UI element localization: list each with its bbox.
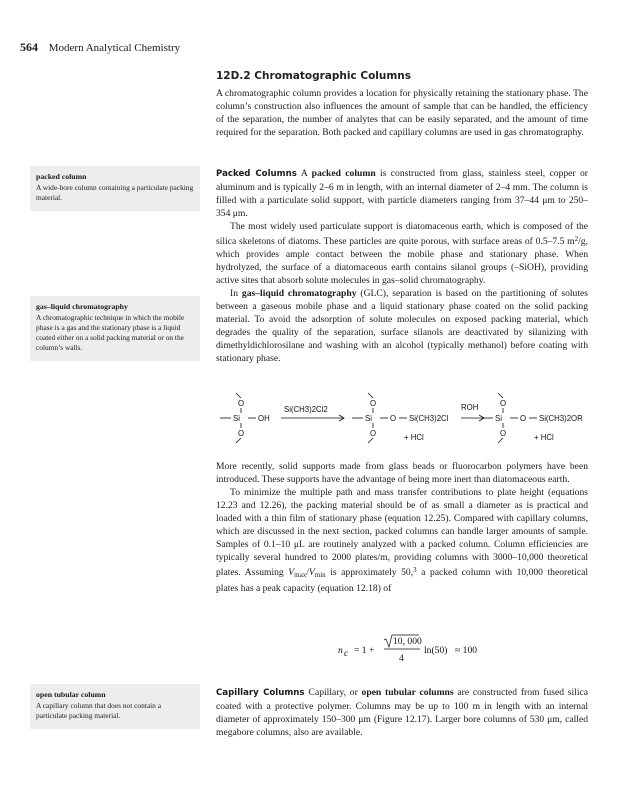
packed-p2-a: The most widely used particulate support is diatomaceous earth, which is composed of the silica skeletons of diatoms. These particles are quite porous, with surface areas of 0.5–7.5 m bbox=[216, 221, 588, 247]
unit3-o-top: O bbox=[500, 399, 507, 408]
peak-capacity-equation bbox=[338, 634, 498, 666]
packed-paragraph-3 bbox=[216, 287, 588, 365]
packed-p5-c: a packed column with 10,000 theoretical plates has a peak capacity (equation 12.18) of bbox=[216, 567, 589, 594]
capillary-paragraph-1 bbox=[216, 686, 588, 739]
eq-denominator: 4 bbox=[399, 653, 404, 664]
packed-p5-b: is approximately 50, bbox=[325, 567, 414, 578]
capillary-columns-block bbox=[216, 686, 588, 739]
unit2-o-top: O bbox=[370, 399, 377, 408]
packed-paragraph-1 bbox=[216, 167, 588, 220]
capillary-p1-b: are constructed from fused silica coated with a protective polymer. Columns may be up to 100 m in length with an internal diameter of approximately 150–300 μm (Figure 12.17). Larger bore columns of 530 μm, called megabore columns, also are available. bbox=[216, 687, 589, 738]
eq-log-term: ln(50) bbox=[424, 645, 448, 656]
silanization-reaction bbox=[216, 388, 596, 448]
open-tubular-term: open tubular columns bbox=[361, 687, 454, 698]
packed-columns-block bbox=[216, 167, 588, 365]
capillary-runin-heading: Capillary Columns bbox=[216, 688, 305, 698]
vmin-subscript: min bbox=[314, 571, 326, 579]
glossary-definition: A chromatographic technique in which the mobile phase is a gas and the stationary phase is a liquid coated either on a solid packing material or on the column’s walls. bbox=[36, 313, 185, 352]
product2-group: Si(CH3)2OR bbox=[539, 414, 583, 423]
unit1-si: Si bbox=[233, 414, 240, 423]
equation-svg bbox=[338, 634, 498, 666]
unit1-o-top: O bbox=[238, 399, 245, 408]
unit3-o-bridge: O bbox=[520, 414, 527, 423]
glossary-box-packed-column bbox=[30, 166, 200, 211]
eq-result: ≈ 100 bbox=[455, 645, 478, 656]
unit2-o-bottom: O bbox=[370, 429, 377, 438]
glossary-box-open-tubular bbox=[30, 684, 200, 729]
unit3-o-bottom: O bbox=[500, 429, 507, 438]
unit2-si: Si bbox=[365, 414, 372, 423]
glossary-term: open tubular column bbox=[36, 690, 106, 699]
glossary-box-glc bbox=[30, 296, 200, 361]
packed-runin-heading: Packed Columns bbox=[216, 169, 297, 179]
unit1-o-bottom: O bbox=[238, 429, 245, 438]
eq-sqrt-argument: 10, 000 bbox=[393, 636, 422, 647]
section-intro bbox=[216, 87, 588, 139]
packed-p5-a: To minimize the multiple path and mass transfer contributions to plate height (equations 12.23 and 12.26), the packing material should be of as small a diameter as is practical and loaded with a thin film of stationary phase (equation 12.25). Compared with capillary columns, which are discussed in the next section, packed columns can handle larger amounts of sample. Samples of 0.1–10 μL are routinely analyzed with a packed column. Column efficiencies are typically several hundred to 2000 plates/m, providing columns with 3000–10,000 theoretical plates. Assuming bbox=[216, 487, 588, 578]
product1-group: Si(CH3)2Cl bbox=[409, 414, 449, 423]
vmax-subscript: max bbox=[294, 571, 307, 579]
intro-paragraph: A chromatographic column provides a location for physically retaining the stationary phase. The column’s construction also influences the amount of sample that can be handled, the efficiency of the separation, the number of analytes that can be easily separated, and the amount of time required for the separation. Both packed and capillary columns are used in gas chromatography. bbox=[216, 88, 588, 138]
eq-lhs: n bbox=[338, 645, 343, 656]
byproduct-hcl-1: + HCl bbox=[404, 433, 424, 442]
packed-paragraph-5 bbox=[216, 486, 588, 595]
packed-p3-a: In bbox=[230, 288, 242, 299]
unit2-o-bridge: O bbox=[390, 414, 397, 423]
unit1-oh: OH bbox=[258, 414, 270, 423]
glossary-definition: A wide-bore column containing a particulate packing material. bbox=[36, 183, 194, 202]
vmin-symbol: V bbox=[308, 567, 315, 578]
packed-p2-b: /g, which provides ample contact between the mobile phase and stationary phase. When hydrolyzed, the surface of a diatomaceous earth contains silanol groups (–SiOH), providing active sites that absorb solute molecules in gas–solid chromatography. bbox=[216, 236, 588, 286]
packed-p1-b: is constructed from glass, stainless steel, copper or aluminum and is typically 2–6 m in length, with an internal diameter of 2–4 mm. The column is filled with a particulate solid support, with particle diameters ranging from 37–44 μm to 250–354 μm. bbox=[216, 168, 588, 219]
vmax-symbol: V bbox=[288, 567, 295, 578]
capillary-p1-a: Capillary, or bbox=[308, 687, 362, 698]
glc-term: gas–liquid chromatography bbox=[241, 288, 357, 299]
book-title: Modern Analytical Chemistry bbox=[48, 42, 181, 54]
eq-lhs-subscript: c bbox=[344, 648, 349, 659]
footnote-3: 3 bbox=[413, 566, 417, 574]
eq-equals-one-plus: = 1 + bbox=[354, 645, 375, 656]
unit3-si: Si bbox=[495, 414, 502, 423]
glossary-term: gas–liquid chromatography bbox=[36, 302, 128, 311]
packed-paragraph-2 bbox=[216, 220, 588, 287]
packed-p1-a: A bbox=[300, 168, 312, 179]
packed-columns-continued bbox=[216, 460, 588, 595]
section-title: 12D.2 Chromatographic Columns bbox=[216, 70, 412, 82]
packed-p3-b: (GLC), separation is based on the partitioning of solutes between a gaseous mobile phase and a liquid stationary phase coated on the solid packing material. To avoid the adsorption of solute molecules on exposed packing material, which degrades the quality of the separation, surface silanols are deactivated by silanizing with dimethyldichlorosilane and washing with an alcohol (typically methanol) before coating with stationary phase. bbox=[216, 288, 589, 364]
packed-column-term: packed column bbox=[311, 168, 376, 179]
reagent-dimethyldichlorosilane: Si(CH3)2Cl2 bbox=[284, 405, 328, 414]
packed-p2-sup: 2 bbox=[574, 235, 579, 243]
glossary-term: packed column bbox=[36, 172, 87, 181]
packed-paragraph-4: More recently, solid supports made from glass beads or fluorocarbon polymers have been introduced. These supports have the advantage of being more inert than diatomaceous earth. bbox=[216, 461, 588, 485]
ratio-slash: / bbox=[306, 567, 309, 578]
page-number: 564 bbox=[20, 40, 38, 54]
reaction-scheme-svg bbox=[216, 388, 596, 448]
running-head bbox=[20, 40, 180, 55]
byproduct-hcl-2: + HCl bbox=[534, 433, 554, 442]
reagent-alcohol: ROH bbox=[461, 403, 479, 412]
glossary-definition: A capillary column that does not contain a particulate packing material. bbox=[36, 701, 161, 720]
